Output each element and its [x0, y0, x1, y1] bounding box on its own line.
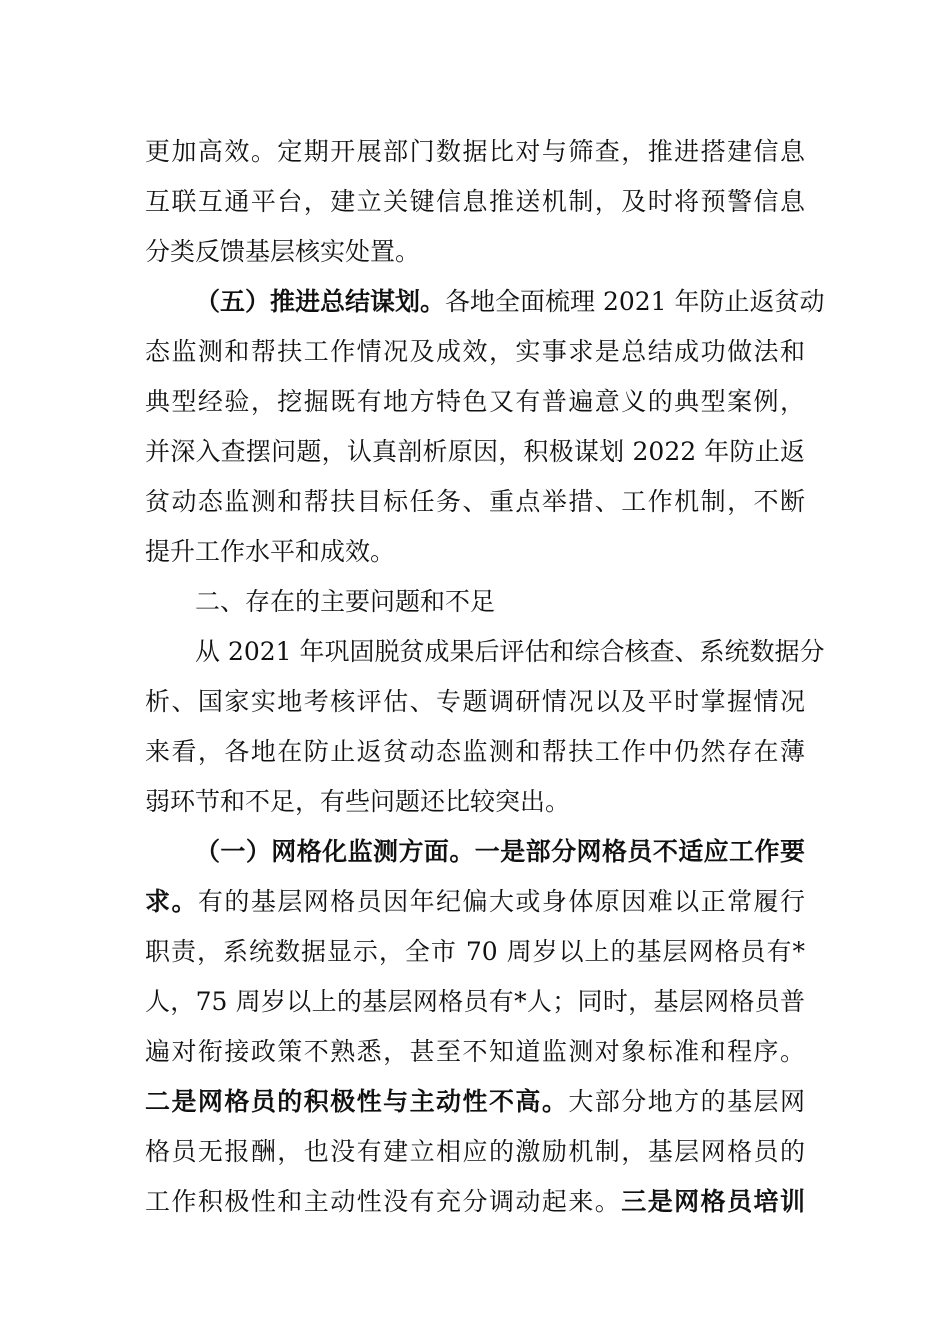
- paragraph-line: [145, 1177, 805, 1227]
- line-text: 有的基层网格员因年纪偏大或身体原因难以正常履行: [197, 887, 805, 916]
- paragraph-line: 并深入查摆问题，认真剖析原因，积极谋划 2022 年防止返: [145, 437, 805, 466]
- paragraph-line: 来看，各地在防止返贫动态监测和帮扶工作中仍然存在薄: [145, 737, 805, 766]
- paragraph-line: 遍对衔接政策不熟悉，甚至不知道监测对象标准和程序。: [145, 1037, 805, 1066]
- paragraph-line: 析、国家实地考核评估、专题调研情况以及平时掌握情况: [145, 687, 805, 716]
- paragraph-line: 更加高效。定期开展部门数据比对与筛查，推进搭建信息: [145, 137, 805, 166]
- paragraph-line: 贫动态监测和帮扶目标任务、重点举措、工作机制，不断: [145, 487, 805, 516]
- paragraph-line: 格员无报酬，也没有建立相应的激励机制，基层网格员的: [145, 1137, 805, 1166]
- bold-lead: 求。: [145, 887, 198, 916]
- line-text: 工作积极性和主动性没有充分调动起来。: [145, 1187, 622, 1216]
- paragraph-line: [145, 1077, 805, 1127]
- paragraph-line: 互联互通平台，建立关键信息推送机制，及时将预警信息: [145, 187, 805, 216]
- line-text: 各地全面梳理 2021 年防止返贫动: [445, 287, 825, 316]
- line-text: 大部分地方的基层网: [568, 1087, 805, 1116]
- chapter-heading: 二、存在的主要问题和不足: [195, 587, 496, 616]
- paragraph-line: 从 2021 年巩固脱贫成果后评估和综合核查、系统数据分: [195, 637, 825, 666]
- section-heading-1: （一）网格化监测方面。一是部分网格员不适应工作要: [195, 837, 805, 866]
- paragraph-line: [145, 877, 805, 927]
- paragraph-line: 职责，系统数据显示，全市 70 周岁以上的基层网格员有*: [145, 937, 805, 966]
- paragraph-line: 人，75 周岁以上的基层网格员有*人；同时，基层网格员普: [145, 987, 805, 1016]
- bold-trail: 三是网格员培训: [621, 1187, 805, 1216]
- paragraph-line: 弱环节和不足，有些问题还比较突出。: [145, 787, 571, 816]
- paragraph-line: 分类反馈基层核实处置。: [145, 237, 421, 266]
- bold-lead: 二是网格员的积极性与主动性不高。: [145, 1087, 569, 1116]
- section-heading-5: （五）推进总结谋划。: [195, 287, 446, 316]
- paragraph-line: 提升工作水平和成效。: [145, 537, 396, 566]
- paragraph-line: [145, 277, 825, 327]
- paragraph-line: 典型经验，挖掘既有地方特色又有普遍意义的典型案例，: [145, 387, 805, 416]
- body-text: [145, 127, 825, 1227]
- paragraph-line: 态监测和帮扶工作情况及成效，实事求是总结成功做法和: [145, 337, 805, 366]
